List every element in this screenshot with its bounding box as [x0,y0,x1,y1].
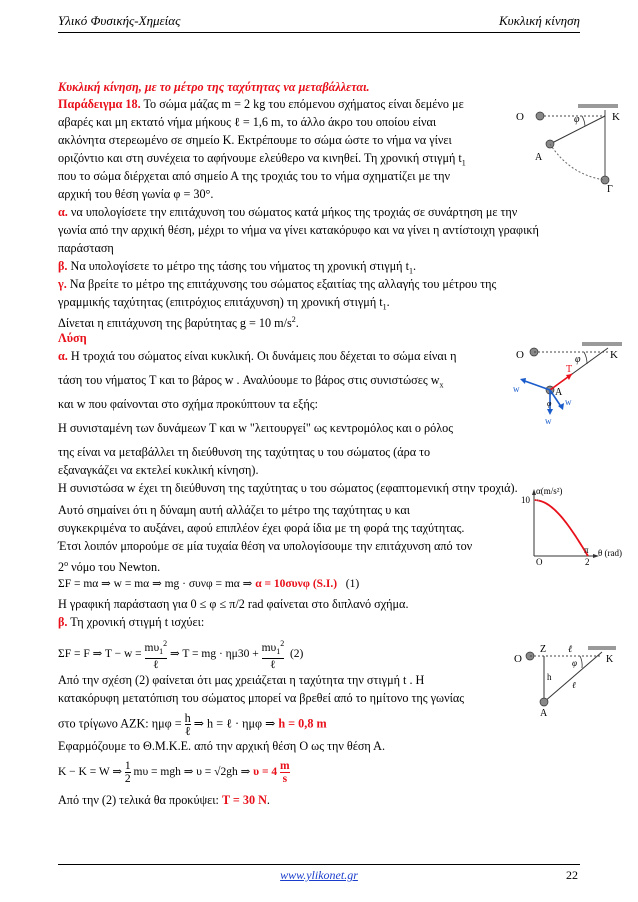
solution-a-line-9: συγκεκριμένα το αυξάνει, αφού επιπλέον έχει φορά ίδια με τη φορά της ταχύτητας. [58,521,465,535]
problem-line-3: ακλόνητα στερεωμένο σε σημείο Κ. Εκτρέπουμε το σώμα ώστε το νήμα να γίνει [58,133,452,147]
fig1-label-a: A [535,152,543,163]
pendulum-forces-figure [510,340,628,430]
fig3-label-l-top: ℓ [568,644,573,655]
fig3-label-k: K [606,654,614,665]
question-a-line-2: γωνία από την αρχική θέση, μέχρι το νήμα να γίνει κατακόρυφο και να γίνει η αντίστοιχη γραφική [58,223,539,237]
header-rule [58,32,580,33]
fig3-label-h: h [547,672,552,682]
solution-a-line-2: τάση του νήματος T και το βάρος w . Αναλύουμε το βάρος στις συνιστώσες $w_x$ [58,373,444,390]
problem-line-2: αβαρές και μη εκτατό νήμα μήκους ℓ = 1,6 m, το άλλο άκρο του οποίου είναι [58,115,437,129]
solution-a-line-8: Αυτό σημαίνει ότι η δύναμη αυτή αλλάζει το μέτρο της ταχύτητας υ και [58,503,411,517]
solution-a-line-4: Η συνισταμένη των δυνάμεων T και w "λειτουργεί" ως κεντρομόλος και ο ρόλος [58,421,454,435]
triangle-figure [510,642,622,718]
equation-1: ΣF = mα ⇒ w = mα ⇒ mg · συνφ = mα ⇒ α = 10συνφ (S.I.) (1) [58,578,360,590]
question-b: β. Να υπολογίσετε το μέτρο της τάσης του νήματος τη χρονική στιγμή $t_1$. [58,259,417,276]
fig2-label-w: w [545,416,552,426]
fig2-label-phi-2: φ [547,399,552,408]
question-g-line-2: γραμμικής ταχύτητας (επιτρόχιος επιτάχυνση) τη χρονική στιγμή $t_1$. [58,295,390,312]
fig2-label-o: O [516,349,524,361]
fig1-label-gamma: Γ [607,184,613,195]
problem-line-1: Παράδειγμα 18. Το σώμα μάζας m = 2 kg του επόμενου σχήματος είναι δεμένο με [58,97,464,111]
page-header [58,13,580,29]
question-a-line-1: α. να υπολογίσετε την επιτάχυνση του σώματος κατά μήκος της τροχιάς σε συνάρτηση με την [58,205,518,219]
page-number: 22 [566,868,578,882]
final-line: Από την (2) τελικά θα προκύψει: T = 30 N. [58,793,270,807]
footer-link[interactable]: www.ylikonet.gr [280,868,358,882]
solution-a-line-6: εξαναγκάζει να εκτελεί κυκλική κίνηση). [58,463,259,477]
solution-a-line-3: και w που φαίνονται στο σχήμα προκύπτουν τα εξής: [58,397,318,411]
given-line: Δίνεται η επιτάχυνση της βαρύτητας g = 10 $m/s^2$. [58,315,299,331]
solution-a-line-7: Η συνιστώσα w έχει τη διεύθυνση της ταχύτητας υ του σώματος (εφαπτομενική στην τροχιά). [58,481,518,495]
fig3-label-phi: φ [572,658,577,668]
acceleration-curve [534,500,588,556]
solution-a-line-5: της είναι να μεταβάλλει τη διεύθυνση της ταχύτητας υ του σώματος (άρα το [58,445,431,459]
solution-b-line-r1: Από την σχέση (2) φαίνεται ότι μας χρειάζεται η ταχύτητα την στιγμή t . Η [58,673,425,687]
footer [0,868,638,883]
fig1-label-phi: φ [574,114,580,125]
work-energy-line: Εφαρμόζουμε το Θ.Μ.Κ.Ε. από την αρχική θέση Ο ως την θέση Α. [58,739,386,753]
fig1-label-k: K [612,111,620,123]
graph-xtick-num: π [584,545,589,555]
solution-b-line-r2: κατακόρυφη μετατόπιση του σώματος μπορεί να βρεθεί από το ημίτονο της γωνίας [58,691,465,705]
equation-2: ΣF = F ⇒ $T - w = m\upsilon_1^2$ ℓ ⇒ T = mg · $\eta\mu 30 + m\upsilon_1^2$ ℓ (2) [58,639,304,672]
graph-note: Η γραφική παράσταση για 0 ≤ φ ≤ π/2 rad φαίνεται στο διπλανό σχήμα. [58,597,409,611]
header-right: Κυκλική κίνηση [499,13,580,28]
graph-xtick-den: 2 [585,557,590,566]
solution-b-line: β. Τη χρονική στιγμή t ισχύει: [58,615,205,629]
fig2-label-t: T [566,364,573,375]
fig1-label-o: O [516,111,524,123]
header-left: Υλικό Φυσικής-Χημείας [58,13,181,28]
problem-line-6: αρχική του θέση γωνία φ = 30°. [58,187,214,201]
solution-a-line-11: $2^o$ νόμο του Newton. [58,559,161,575]
fig3-label-z: Z [540,644,547,655]
equation-3: K − K = W ⇒ $\frac{1}{2}$ mυ = mgh ⇒ υ = √2gh ⇒ $\upsilon = 4 \frac{m}{s}$ [58,760,290,785]
question-a-line-3: παράσταση [58,241,114,255]
footer-rule [58,864,580,865]
section-title: Κυκλική κίνηση, με το μέτρο της ταχύτητας να μεταβάλλεται. [58,80,370,94]
solution-b-line-r3: στο τρίγωνο ΑΖΚ: ημφ = h ℓ ⇒ h = ℓ · ημφ ⇒ h = 0,8 m [58,711,327,738]
fig3-label-o: O [514,653,522,665]
fig2-label-wx: w [513,384,520,394]
solution-a-line-10: Έτσι λοιπόν μπορούμε σε μία τυχαία θέση να υπολογίσουμε την επιτάχυνση από τον [58,539,473,553]
solution-label: Λύση [58,331,87,345]
graph-ylabel: α(m/s²) [536,486,563,496]
problem-line-5: που το σώμα διέρχεται από σημείο Α της τροχιάς του το νήμα σχηματίζει με την [58,169,451,183]
pendulum-figure-1 [510,100,622,195]
solution-a-line-1: α. Η τροχιά του σώματος είναι κυκλική. Οι δυνάμεις που δέχεται το σώμα είναι η [58,349,457,363]
question-g-line-1: γ. Να βρείτε το μέτρο της επιτάχυνσης του σώματος εξαιτίας της αλλαγής του μέτρου της [58,277,497,291]
problem-line-4: οριζόντιο και στη συνέχεια το αφήνουμε ελεύθερο να κινηθεί. Τη χρονική στιγμή $t_1$ [58,151,466,168]
fig2-label-wy: w [565,397,572,407]
fig3-label-l: ℓ [572,680,576,690]
fig2-label-a: A [555,387,563,398]
graph-origin: O [536,557,543,566]
acceleration-graph [506,486,628,566]
graph-xlabel: θ (rad) [598,548,623,558]
fig2-label-k: K [610,349,618,361]
fig2-label-phi: φ [575,354,581,365]
graph-ytick: 10 [521,495,530,505]
fig3-label-a: A [540,708,548,718]
